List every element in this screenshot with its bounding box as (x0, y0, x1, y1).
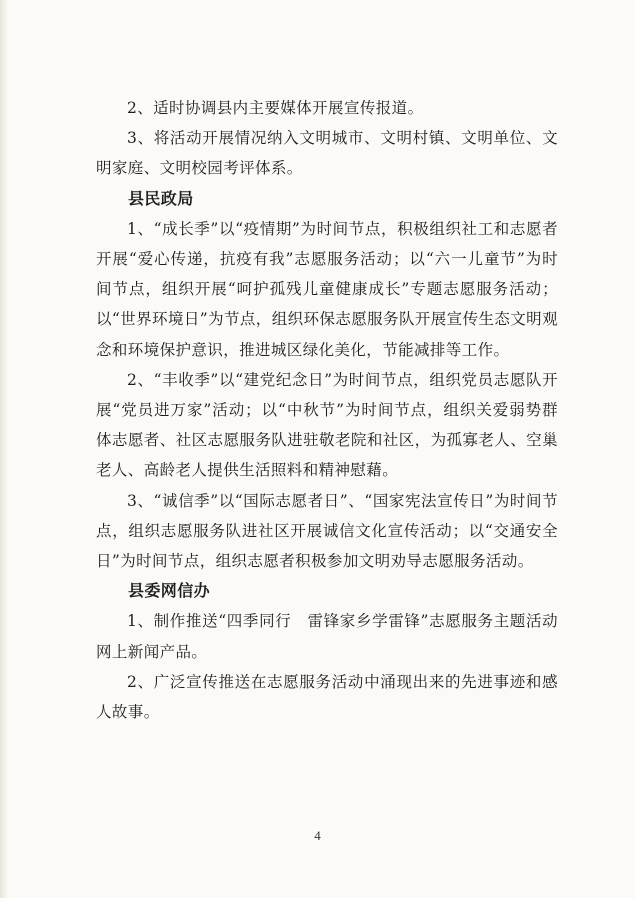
section-heading-civil-affairs: 县民政局 (128, 188, 194, 208)
document-body (96, 93, 558, 727)
paragraph-harvest-season: 2、“丰收季”以“建党纪念日”为时间节点，组织党员志愿队开展“党员进万家”活动；以“中秋节”为时间节点，组织关爱弱势群体志愿者、社区志愿服务队进驻敬老院和社区，为孤寡老人、空巢老人、高龄老人提供生活照料和精神慰藉。 (96, 370, 558, 480)
paragraph-advanced-deeds: 2、广泛宣传推送在志愿服务活动中涌现出来的先进事迹和感人故事。 (96, 672, 558, 722)
paragraph-integrity-season: 3、“诚信季”以“国际志愿者日”、“国家宪法宣传日”为时间节点，组织志愿服务队进社区开展诚信文化宣传活动；以“交通安全日”为时间节点，组织志愿者积极参加文明劝导志愿服务活动。 (96, 491, 558, 571)
paragraph-online-news: 1、制作推送“四季同行 雷锋家乡学雷锋”志愿服务主题活动网上新闻产品。 (96, 612, 558, 661)
page-number: 4 (314, 828, 321, 843)
paragraph-growth-season: 1、“成长季”以“疫情期”为时间节点，积极组织社工和志愿者开展“爱心传递，抗疫有我”志愿服务活动；以“六一儿童节”为时间节点，组织开展“呵护孤残儿童健康成长”专题志愿服务活动；以“世界环境日”为节点，组织环保志愿服务队开展宣传生态文明观念和环境保护意识，推进城区绿化美化，节能减排等工作。 (96, 219, 558, 359)
paragraph-evaluation-system: 3、将活动开展情况纳入文明城市、文明村镇、文明单位、文明家庭、文明校园考评体系。 (96, 129, 558, 178)
scan-edge-shadow (0, 0, 8, 898)
section-heading-cyberspace-office: 县委网信办 (128, 581, 211, 601)
paragraph-media-coordination: 2、适时协调县内主要媒体开展宣传报道。 (127, 99, 424, 117)
